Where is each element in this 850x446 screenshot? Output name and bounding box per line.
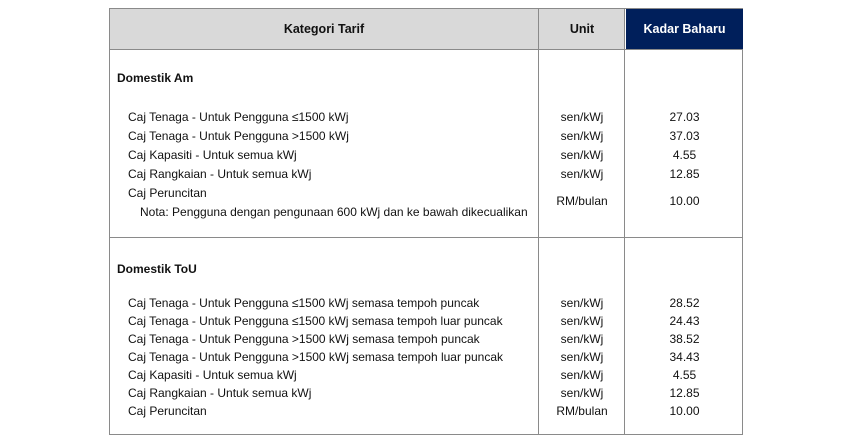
row-category: Caj Peruncitan [128,404,207,418]
row-rate: 10.00 [669,194,700,208]
row-rate: 28.52 [669,296,700,310]
row-unit: sen/kWj [560,167,604,181]
header-unit: Unit [539,9,625,49]
row-rate: 4.55 [672,148,697,162]
table-row [110,129,742,147]
table-row [110,404,742,422]
row-rate: 38.52 [669,332,700,346]
section-note: Nota: Pengguna dengan pengunaan 600 kWj dan ke bawah dikecualikan [140,205,528,219]
table-row [110,332,742,350]
header-rate: Kadar Baharu [626,9,743,49]
table-row [110,186,742,208]
row-category: Caj Peruncitan [128,186,207,200]
row-category: Caj Tenaga - Untuk Pengguna >1500 kWj semasa tempoh puncak [128,332,480,346]
row-rate: 10.00 [669,404,700,418]
row-rate: 37.03 [669,129,700,143]
row-unit: sen/kWj [560,296,604,310]
row-category: Caj Rangkaian - Untuk semua kWj [128,386,312,400]
row-unit: sen/kWj [560,368,604,382]
table-row [110,110,742,128]
row-rate: 12.85 [669,386,700,400]
row-unit: sen/kWj [560,332,604,346]
row-unit: RM/bulan [556,194,608,208]
table-row [110,350,742,368]
header-divider [110,49,742,50]
row-category: Caj Tenaga - Untuk Pengguna ≤1500 kWj [128,110,349,124]
section-divider [110,237,742,238]
row-unit: RM/bulan [556,404,608,418]
row-category: Caj Kapasiti - Untuk semua kWj [128,148,297,162]
row-category: Caj Kapasiti - Untuk semua kWj [128,368,297,382]
row-category: Caj Rangkaian - Untuk semua kWj [128,167,312,181]
table-row [110,386,742,404]
row-category: Caj Tenaga - Untuk Pengguna ≤1500 kWj semasa tempoh luar puncak [128,314,503,328]
row-rate: 27.03 [669,110,700,124]
row-unit: sen/kWj [560,350,604,364]
row-rate: 24.43 [669,314,700,328]
section-title: Domestik Am [117,71,194,85]
table-row [110,148,742,166]
row-unit: sen/kWj [560,148,604,162]
row-category: Caj Tenaga - Untuk Pengguna ≤1500 kWj semasa tempoh puncak [128,296,480,310]
table-row [110,314,742,332]
row-unit: sen/kWj [560,314,604,328]
table-row [110,368,742,386]
row-rate: 34.43 [669,350,700,364]
row-rate: 4.55 [672,368,697,382]
row-category: Caj Tenaga - Untuk Pengguna >1500 kWj semasa tempoh luar puncak [128,350,504,364]
row-unit: sen/kWj [560,129,604,143]
table-row [110,167,742,185]
row-rate: 12.85 [669,167,700,181]
tariff-table [109,8,743,435]
row-category: Caj Tenaga - Untuk Pengguna >1500 kWj [128,129,349,143]
section-title: Domestik ToU [117,262,197,276]
header-category: Kategori Tarif [110,9,538,49]
table-row [110,296,742,314]
row-unit: sen/kWj [560,386,604,400]
row-unit: sen/kWj [560,110,604,124]
